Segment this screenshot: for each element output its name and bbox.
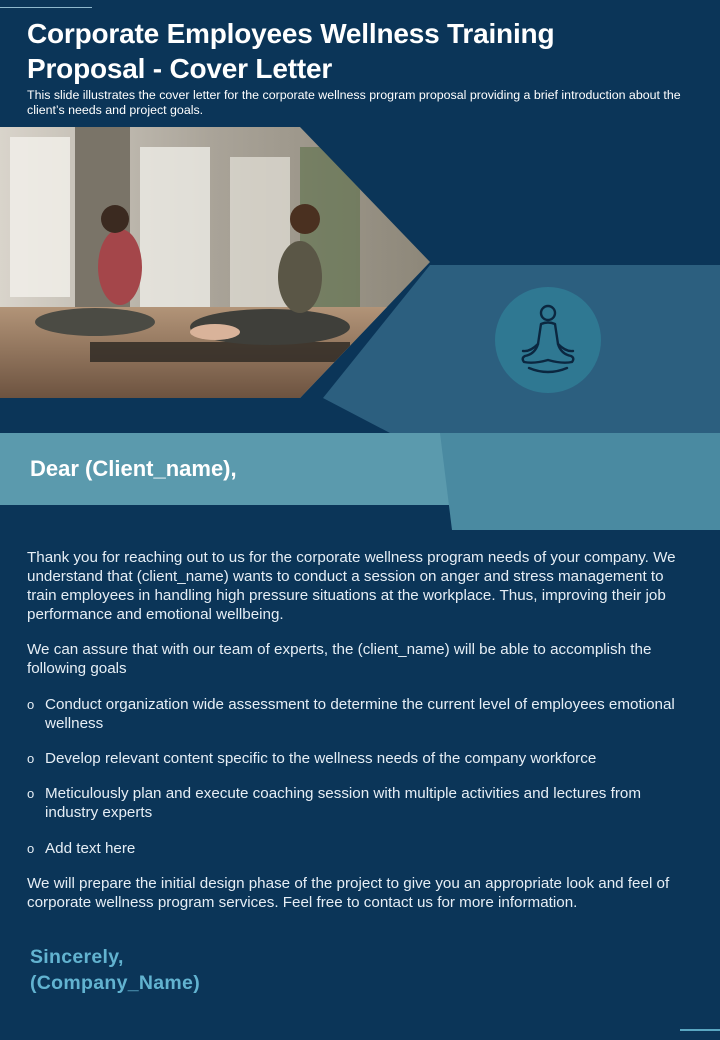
page-title: Corporate Employees Wellness Training Proposal - Cover Letter	[27, 18, 555, 84]
letter-greeting: Dear (Client_name),	[30, 456, 237, 481]
goal-item	[27, 784, 687, 822]
page-subtitle: This slide illustrates the cover letter for the corporate wellness program proposal providing a brief introduction about the client’s needs and project goals.	[27, 88, 681, 117]
yoga-photo	[0, 127, 430, 398]
goal-text: Add text here	[45, 840, 136, 857]
goal-item	[27, 749, 687, 768]
goal-text: Conduct organization wide assessment to determine the current level of employees emotional wellness	[45, 696, 675, 732]
goal-item	[27, 695, 687, 733]
bullet-circle-icon: o	[27, 751, 35, 766]
goal-text: Meticulously plan and execute coaching session with multiple activities and lectures from industry experts	[45, 785, 641, 821]
closing-salutation: Sincerely,	[30, 946, 124, 968]
goal-text: Develop relevant content specific to the wellness needs of the company workforce	[45, 750, 597, 767]
bullet-circle-icon: o	[27, 786, 35, 801]
meditation-icon	[517, 304, 579, 376]
goal-item	[27, 839, 687, 858]
signature-company-name: (Company_Name)	[30, 972, 200, 994]
bullet-circle-icon: o	[27, 697, 35, 712]
meditation-icon-badge	[495, 287, 601, 393]
letter-paragraph-assurance: We can assure that with our team of experts, the (client_name) will be able to accomplish the following goals	[27, 641, 652, 677]
letter-paragraph-closing: We will prepare the initial design phase of the project to give you an appropriate look and feel of corporate wellness program services. Feel free to contact us for more information.	[27, 875, 670, 911]
bottom-accent-line	[680, 1029, 720, 1031]
band-tail	[440, 433, 720, 530]
letter-paragraph-intro: Thank you for reaching out to us for the corporate wellness program needs of your company. We understand that (client_name) wants to conduct a session on anger and stress management to train employees in handling high pressure situations at the workplace. Thus, improving their job performance and emotional wellbeing.	[27, 549, 676, 623]
bullet-circle-icon: o	[27, 841, 35, 856]
